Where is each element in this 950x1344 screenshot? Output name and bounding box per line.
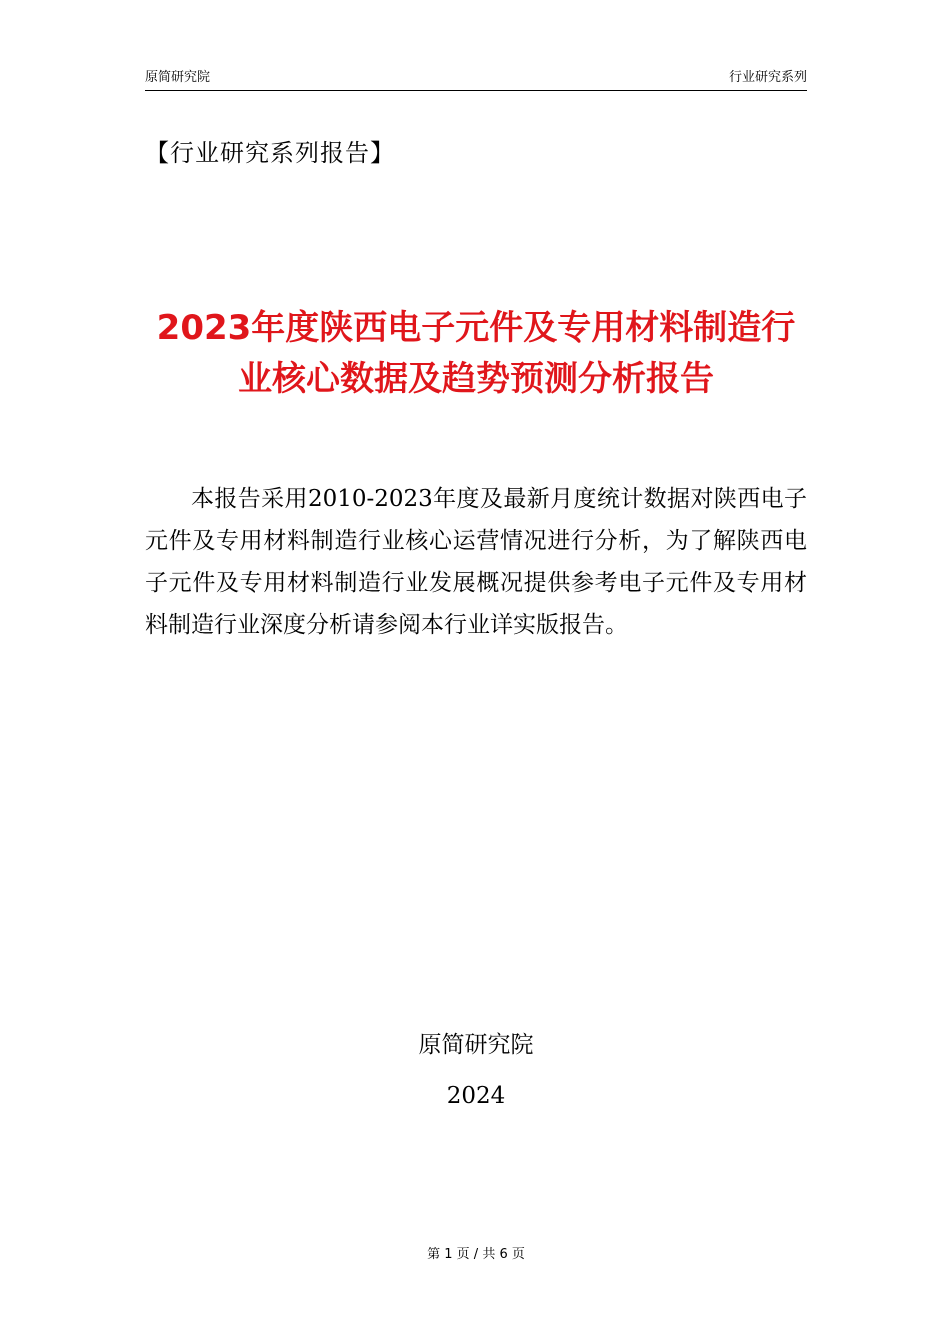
publisher-name: 原简研究院	[418, 1032, 534, 1058]
report-title: 2023年度陕西电子元件及专用材料制造行业核心数据及趋势预测分析报告	[156, 308, 796, 399]
header-series: 行业研究系列	[728, 70, 807, 85]
page-header	[145, 68, 807, 91]
publication-year: 2024	[446, 1083, 506, 1109]
header-organization: 原简研究院	[145, 70, 211, 85]
series-tag: 【行业研究系列报告】	[145, 139, 395, 167]
page-number: 第 1 页 / 共 6 页	[427, 1247, 525, 1262]
report-summary: 本报告采用2010-2023年度及最新月度统计数据对陕西电子元件及专用材料制造行业核心运营情况进行分析，为了解陕西电子元件及专用材料制造行业发展概况提供参考电子元件及专用材料制造行业深度分析请参阅本行业详实版报告。	[145, 486, 807, 638]
